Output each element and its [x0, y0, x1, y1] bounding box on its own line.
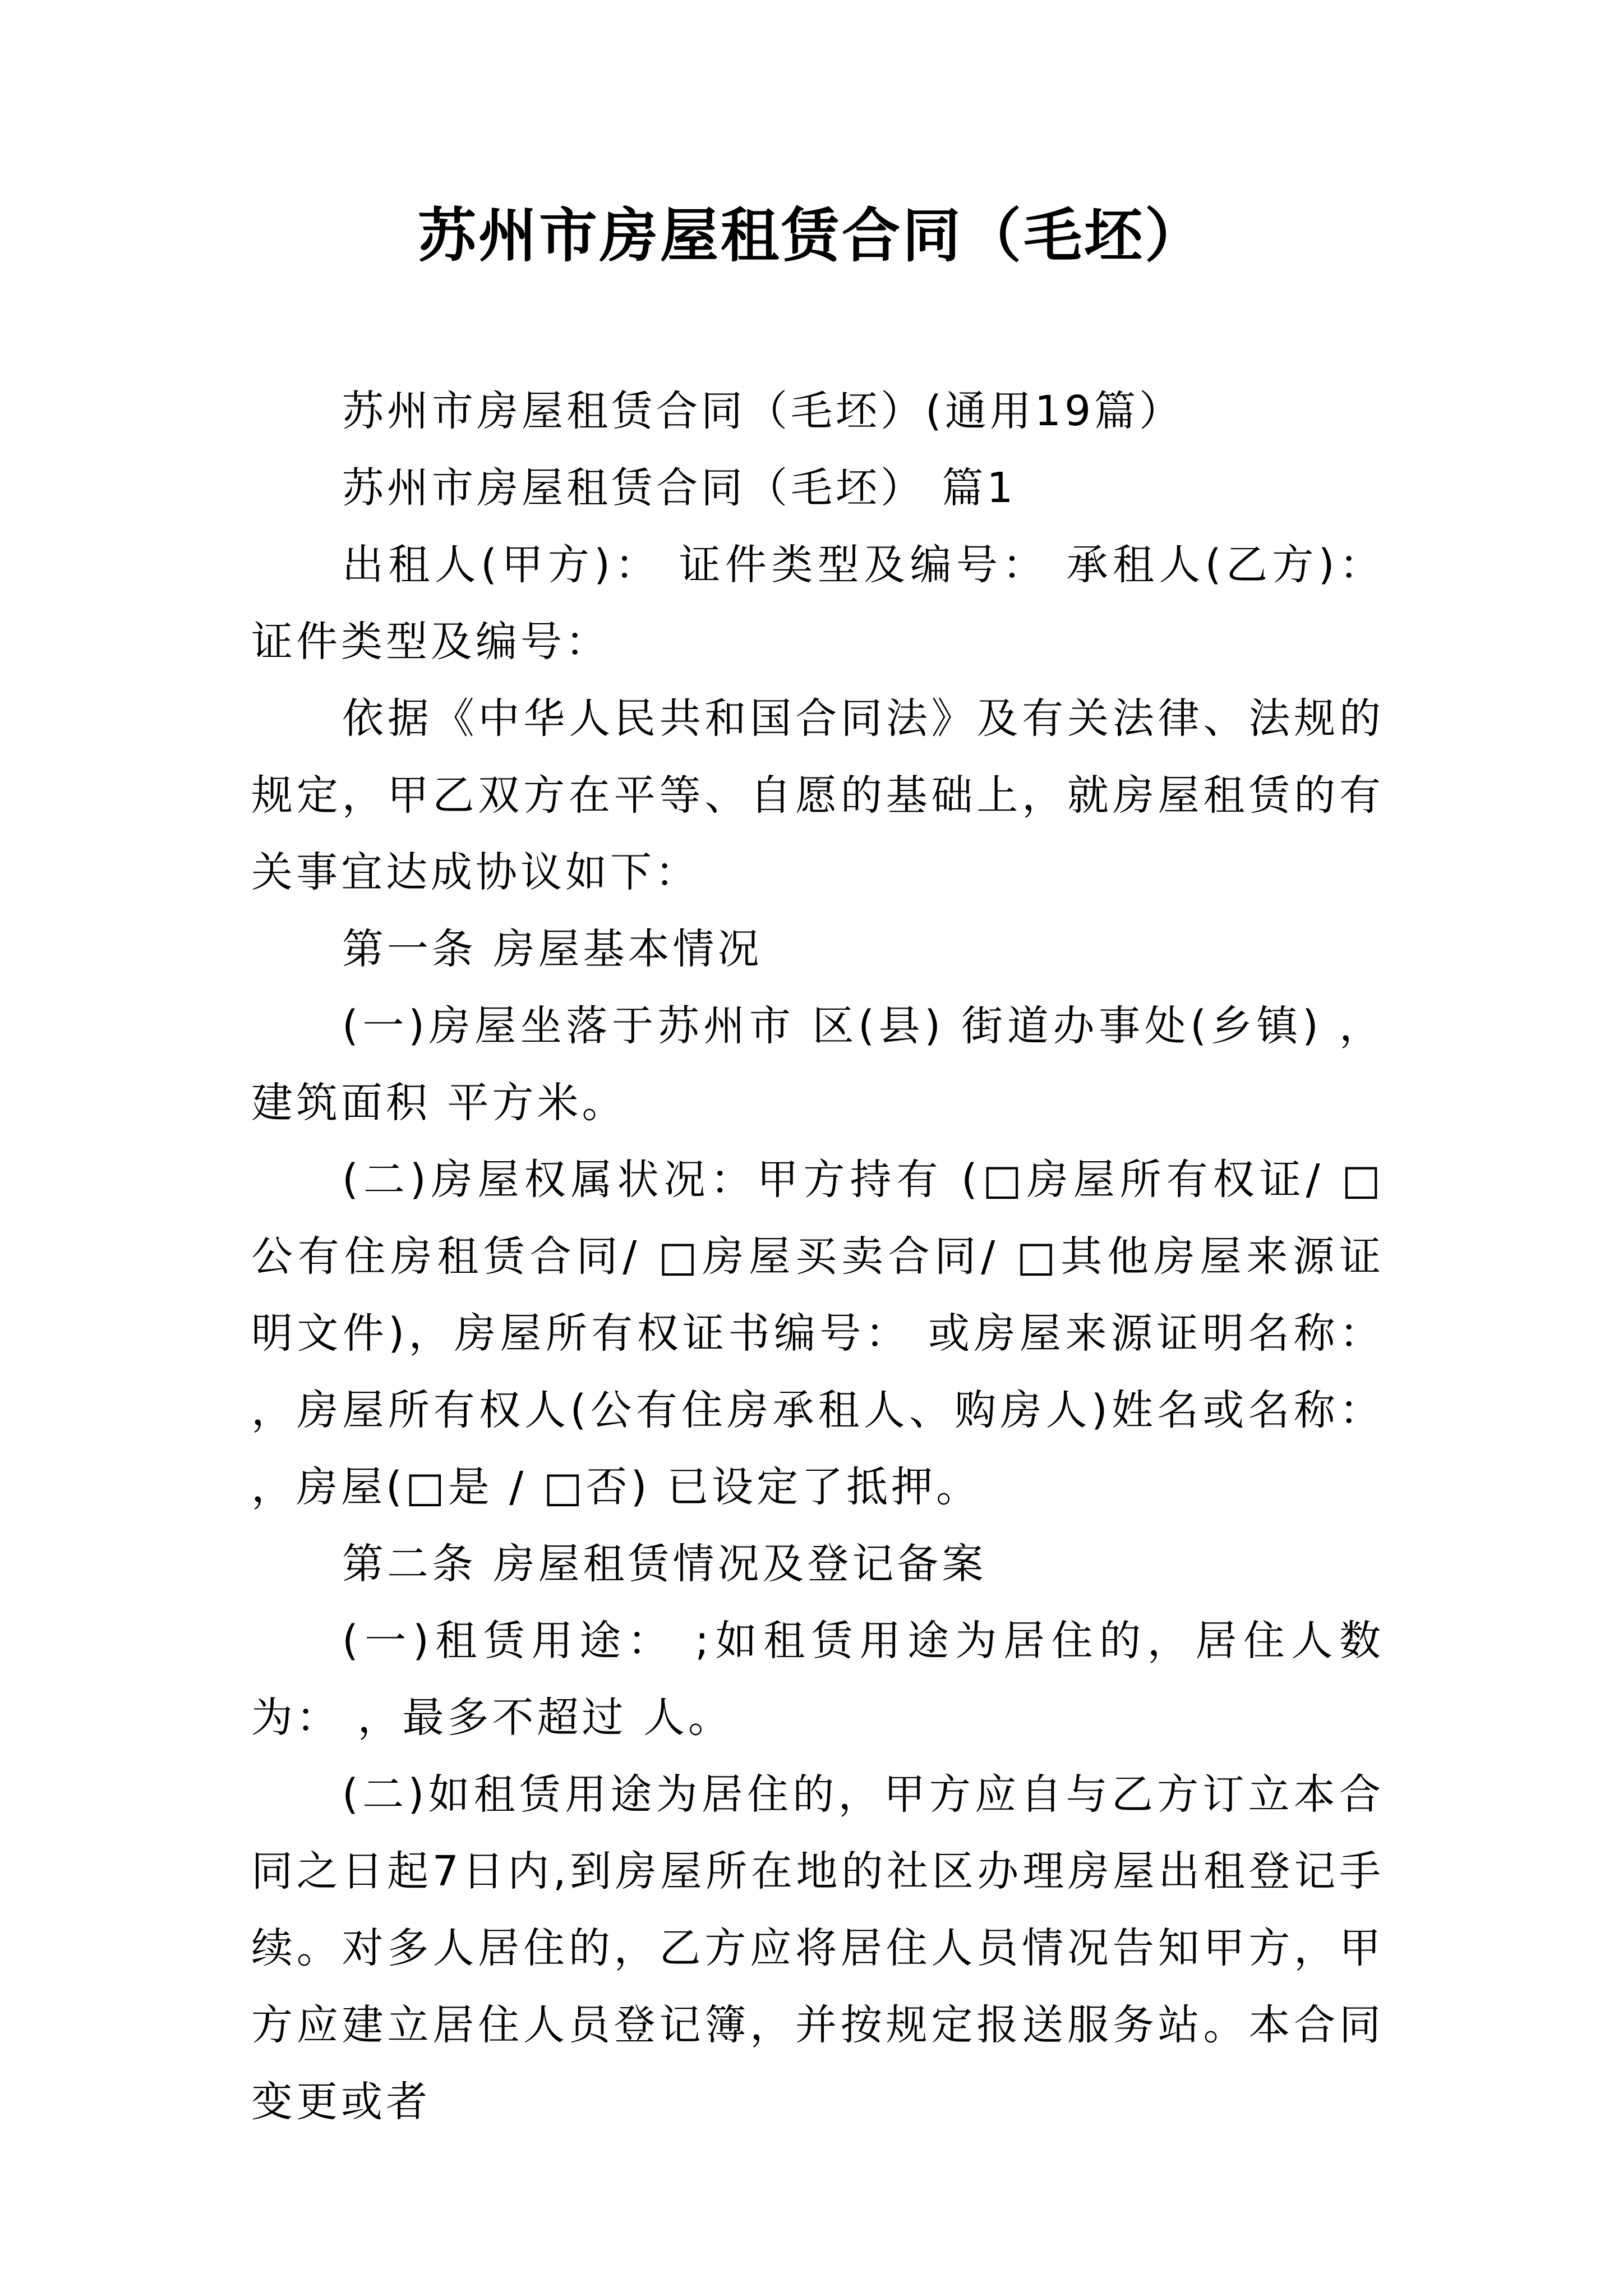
- paragraph-section-heading: 苏州市房屋租赁合同（毛坯） 篇1: [342, 464, 1017, 512]
- paragraph-article-2-item-1: (一)租赁用途： ;如租赁用途为居住的，居住人数为： ，最多不超过 人。: [251, 1617, 1384, 1742]
- paragraph-article-1-item-1: (一)房屋坐落于苏州市 区(县) 街道办事处(乡镇) ，建筑面积 平方米。: [251, 1002, 1384, 1127]
- paragraph-parties: 出租人(甲方)： 证件类型及编号： 承租人(乙方)：证件类型及编号：: [251, 541, 1384, 666]
- paragraph-article-1-heading: 第一条 房屋基本情况: [342, 925, 763, 973]
- paragraph-article-1-item-2: (二)房屋权属状况：甲方持有 (□房屋所有权证/ □公有住房租赁合同/ □房屋买卖合同/ □其他房屋来源证明文件)，房屋所有权证书编号： 或房屋来源证明名称： ，房屋所有权人(公有住房承租人、购房人)姓名或名称： ，房屋(□是 / □否) 已设定了抵押。: [251, 1156, 1384, 1511]
- document-title: 苏州市房屋租赁合同（毛坯）: [417, 201, 1205, 270]
- paragraph-article-2-item-2: (二)如租赁用途为居住的，甲方应自与乙方订立本合同之日起7日内,到房屋所在地的社区办理房屋出租登记手续。对多人居住的，乙方应将居住人员情况告知甲方，甲方应建立居住人员登记簿，并按规定报送服务站。本合同变更或者: [251, 1770, 1384, 2126]
- paragraph-article-2-heading: 第二条 房屋租赁情况及登记备案: [342, 1540, 987, 1588]
- document-body: [251, 373, 1384, 2141]
- paragraph-subtitle: 苏州市房屋租赁合同（毛坯）(通用19篇）: [342, 387, 1184, 435]
- paragraph-preamble: 依据《中华人民共和国合同法》及有关法律、法规的规定，甲乙双方在平等、自愿的基础上，就房屋租赁的有关事宜达成协议如下：: [251, 694, 1384, 896]
